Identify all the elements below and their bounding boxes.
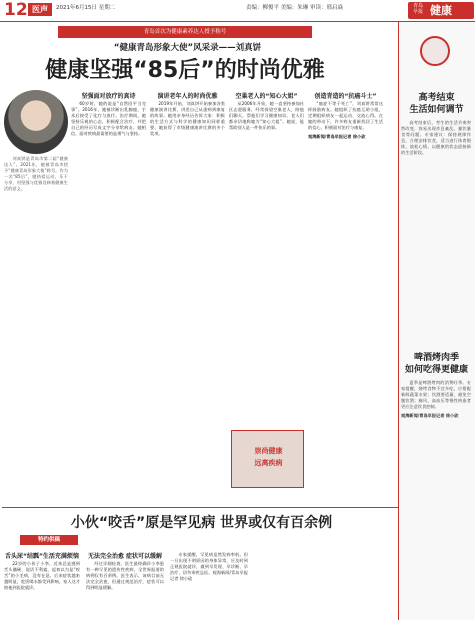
logo-small-text: 青岛早报 (412, 3, 423, 15)
editor-credits: 责编：柳俊平 美编：朱琳 审读：邢启焱 (246, 5, 343, 11)
page-number: 12 (4, 0, 28, 20)
section-heading: 坚强面对放疗的真诗 (81, 93, 136, 100)
section-heading: 演讲老年人的时尚优雅 (157, 93, 218, 100)
bottom-column-2 (86, 552, 164, 591)
section-heading: 空巢老人的“知心大姐” (235, 93, 298, 100)
section-label: 医声 (28, 3, 52, 16)
issue-date: 2021年6月15日 星期二 (56, 5, 116, 11)
sidebar-credit: 观海新闻/青岛早报记者 徐小砍 (401, 413, 459, 419)
section-body: 2019年开始，刘真饼开始参加各类健康演讲比赛，讲述自己从患病到康复的故事。她用亲身经历告诉大家：积极的生活方式与科学的健康知识同样重要。她获得了市级健康演讲比赛的多个奖项。 (150, 101, 225, 137)
feature-subtitle: “健康青岛形象大使”风采录——刘真饼 (113, 43, 262, 53)
section-body: 从2006年开始，她一直坚持参加社区志愿服务，经常探望空巢老人，陪他们聊天，帮他们学习健康知识。老人们都亲切地称她为“知心大姐”。她说，能帮助别人是一件快乐的事。 (229, 101, 304, 131)
page-header (0, 0, 475, 22)
sidebar-title-1-line-1: 高考结束 (418, 93, 455, 103)
sidebar-title-2-line-1: 啤酒烤肉季 (413, 353, 459, 363)
section-heading: 无法完全治愈 症状可以缓解 (87, 553, 163, 560)
bottom-column-3 (170, 552, 248, 582)
section-heading: 舌头尿“结瓢”生活充满烦恼 (5, 553, 79, 560)
article-column-4 (308, 92, 383, 141)
section-body: 60岁时，她的说是“自然回平当完事”。2016年，她被诊断出乳腺癌，手术后接受了化疗与放疗。治疗期间，她坚持乐观的心态，积极配合治疗，并把自己的经历写成文字分享给病友。她相信，面对疾病最需要的是勇气与坚持。 (71, 101, 146, 137)
illustration-text-1: 崇尚健康 (254, 447, 283, 455)
portrait-photo (4, 90, 68, 154)
health-illustration (231, 430, 304, 488)
qa-logo-icon (420, 36, 450, 66)
sidebar-body: 高考结束后，考生的生活节奏突然改变，容易出现作息紊乱、暴饮暴食等问题。专家建议：保持规律作息，合理安排饮食，适当进行体育锻炼，放松心情，以健康的状态迎接新的生活阶段。 (401, 120, 471, 156)
sidebar-body: 夏季是啤酒烤肉的消费旺季。专家提醒，烧烤食物不宜多吃，应搭配新鲜蔬菜水果；饮酒要适量，避免空腹饮酒；痛风、高血压等慢性病患者更应注意饮食控制。 (401, 380, 471, 410)
sidebar-title-1-line-2: 生活如何调节 (409, 105, 464, 115)
intro-text: 刘真饼是青岛市第二届“健康达人”。2021年，她被青岛市授予“健康青岛形象大使”称号。作为一名“85后”，她热爱运动，乐于分享，用坚强与优雅诠释着健康生活的意义。 (4, 156, 68, 192)
section-body: 22岁的小伙子小李，近来总是感到舌头僵硬、说话不利索，起初以为是“咬舌”的小毛病，没有在意。后来症状越来越明显，吃饭喝水都受到影响，家人这才陪他到医院就诊。 (4, 561, 80, 591)
feature-title: 健康坚强“85后”的时尚优雅 (45, 58, 325, 83)
section-heading: 创造青造的“抗癌斗士” (314, 93, 377, 100)
illustration-text-2: 远离疾病 (254, 459, 283, 467)
section-divider (2, 507, 402, 508)
article-column-1 (71, 92, 146, 138)
logo-big-text: 健康 (430, 4, 452, 17)
sidebar-title-2-line-2: 如何吃得更健康 (404, 365, 468, 375)
section-body: 经过详细检查，医生最终确诊小李患有一种罕见的遗传性疾病，全世界报道的病例仅有百余例。医生表示，该病目前无法完全治愈，但通过规范治疗，症状可以得到明显缓解。 (86, 561, 164, 591)
sidebar-text-2 (401, 380, 471, 420)
article-column-3 (229, 92, 304, 131)
section-body: 专家提醒，罕见病虽然发病率低，但一旦出现不明原因的身体异常，应及时到正规医院就诊，做到早发现、早诊断、早治疗，切勿讳疾忌医。观海新闻/青岛早报记者 徐小砍 (170, 552, 248, 582)
intro-column (4, 156, 68, 193)
sidebar-text-1 (401, 120, 471, 157)
feature-banner: 青岛首次为健康素养达人授予称号 (58, 26, 312, 38)
article-tag: 特约供稿 (20, 535, 78, 545)
section-body: “癌症不等于死亡”，刘真饼常常这样鼓励病友。她组织了抗癌互助小组，定期组织病友一起运动、交流心得。在她的带动下，许多病友重新找回了生活的信心，积极面对治疗与康复。 (308, 101, 383, 131)
bottom-column-1 (4, 552, 80, 591)
article-column-2 (150, 92, 225, 138)
column-logo (408, 2, 474, 19)
bottom-article-title: 小伙“咬舌”原是罕见病 世界或仅有百余例 (70, 515, 333, 531)
article-credit: 观海新闻/青岛早报记者 徐小砍 (308, 134, 366, 140)
